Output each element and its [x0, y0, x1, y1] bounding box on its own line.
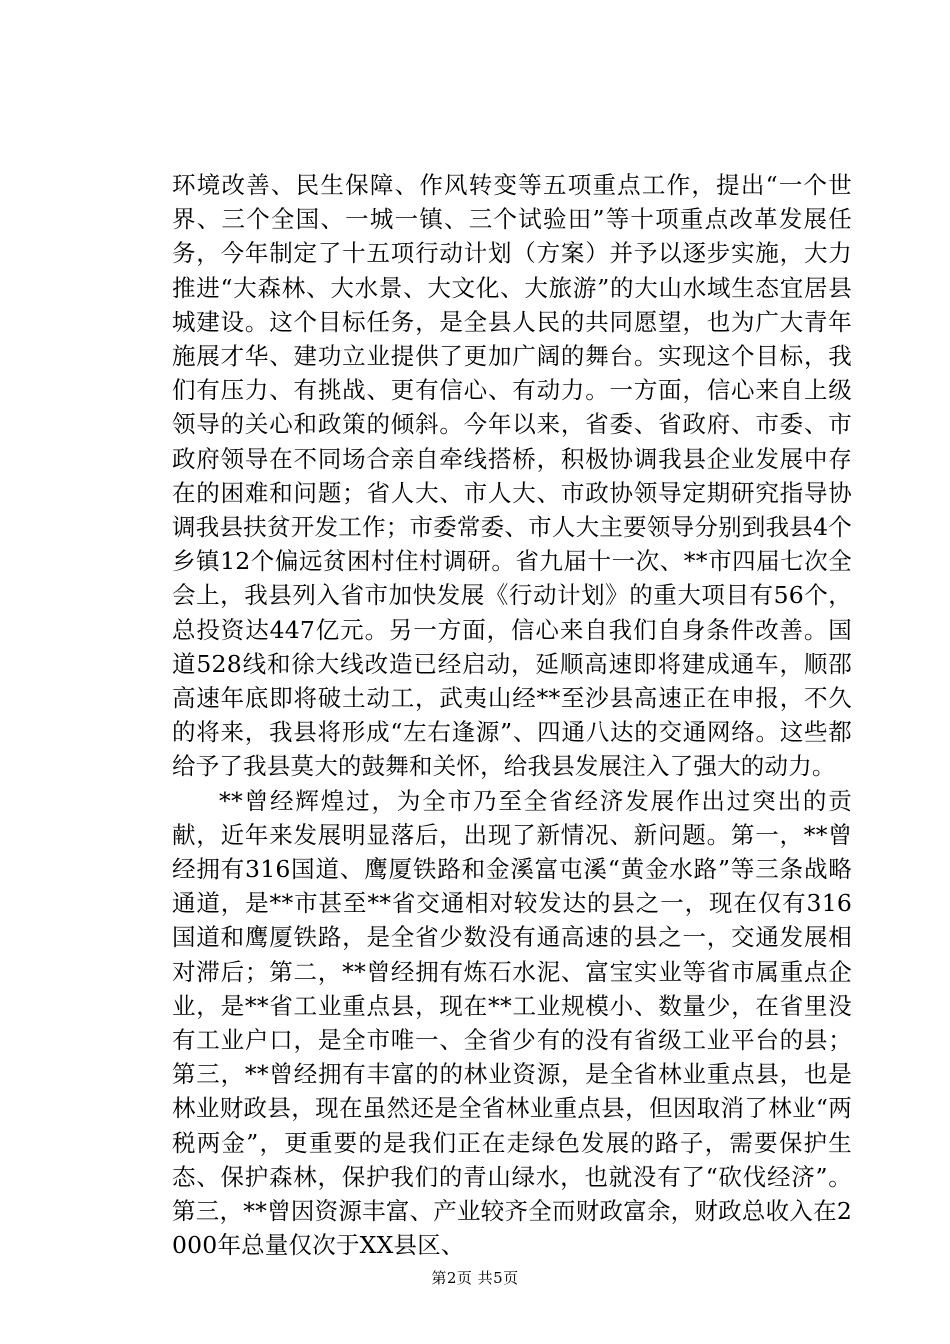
paragraph-2: **曾经辉煌过，为全市乃至全省经济发展作出过突出的贡献，近年来发展明显落后，出现了新情况、新问题。第一，**曾经拥有316国道、鹰厦铁路和金溪富屯溪“黄金水路”等三条战略通道，是**市甚至**省交通相对较发达的县之一，现在仅有316国道和鹰厦铁路，是全省少数没有通高速的县之一，交通发展相对滞后；第二，**曾经拥有炼石水泥、富宝实业等省市属重点企业，是**省工业重点县，现在**工业规模小、数量少，在省里没有工业户口，是全市唯一、全省少有的没有省级工业平台的县；第三，**曾经拥有丰富的的林业资源，是全省林业重点县，也是林业财政县，现在虽然还是全省林业重点县，但因取消了林业“两税两金”，更重要的是我们正在走绿色发展的路子，需要保护生态、保护森林，保护我们的青山绿水，也就没有了“砍伐经济”。第三，**曾因资源丰富、产业较齐全而财政富余，财政总收入在2000年总量仅次于XX县区、	[172, 786, 852, 1260]
document-body	[172, 168, 852, 1263]
page-number-label: 第2页 共5页	[431, 1269, 519, 1287]
page-footer	[0, 1268, 950, 1288]
paragraph-1: 环境改善、民生保障、作风转变等五项重点工作，提出“一个世界、三个全国、一城一镇、三个试验田”等十项重点改革发展任务，今年制定了十五项行动计划（方案）并予以逐步实施，大力推进“大森林、大水景、大文化、大旅游”的大山水域生态宜居县城建设。这个目标任务，是全县人民的共同愿望，也为广大青年施展才华、建功立业提供了更加广阔的舞台。实现这个目标，我们有压力、有挑战、更有信心、有动力。一方面，信心来自上级领导的关心和政策的倾斜。今年以来，省委、省政府、市委、市政府领导在不同场合亲自牵线搭桥，积极协调我县企业发展中存在的困难和问题；省人大、市人大、市政协领导定期研究指导协调我县扶贫开发工作；市委常委、市人大主要领导分别到我县4个乡镇12个偏远贫困村住村调研。省九届十一次、**市四届七次全会上，我县列入省市加快发展《行动计划》的重大项目有56个，总投资达447亿元。另一方面，信心来自我们自身条件改善。国道528线和徐大线改造已经启动，延顺高速即将建成通车，顺邵高速年底即将破土动工，武夷山经**至沙县高速正在申报，不久的将来，我县将形成“左右逢源”、四通八达的交通网络。这些都给予了我县莫大的鼓舞和关怀，给我县发展注入了强大的动力。	[172, 171, 852, 781]
